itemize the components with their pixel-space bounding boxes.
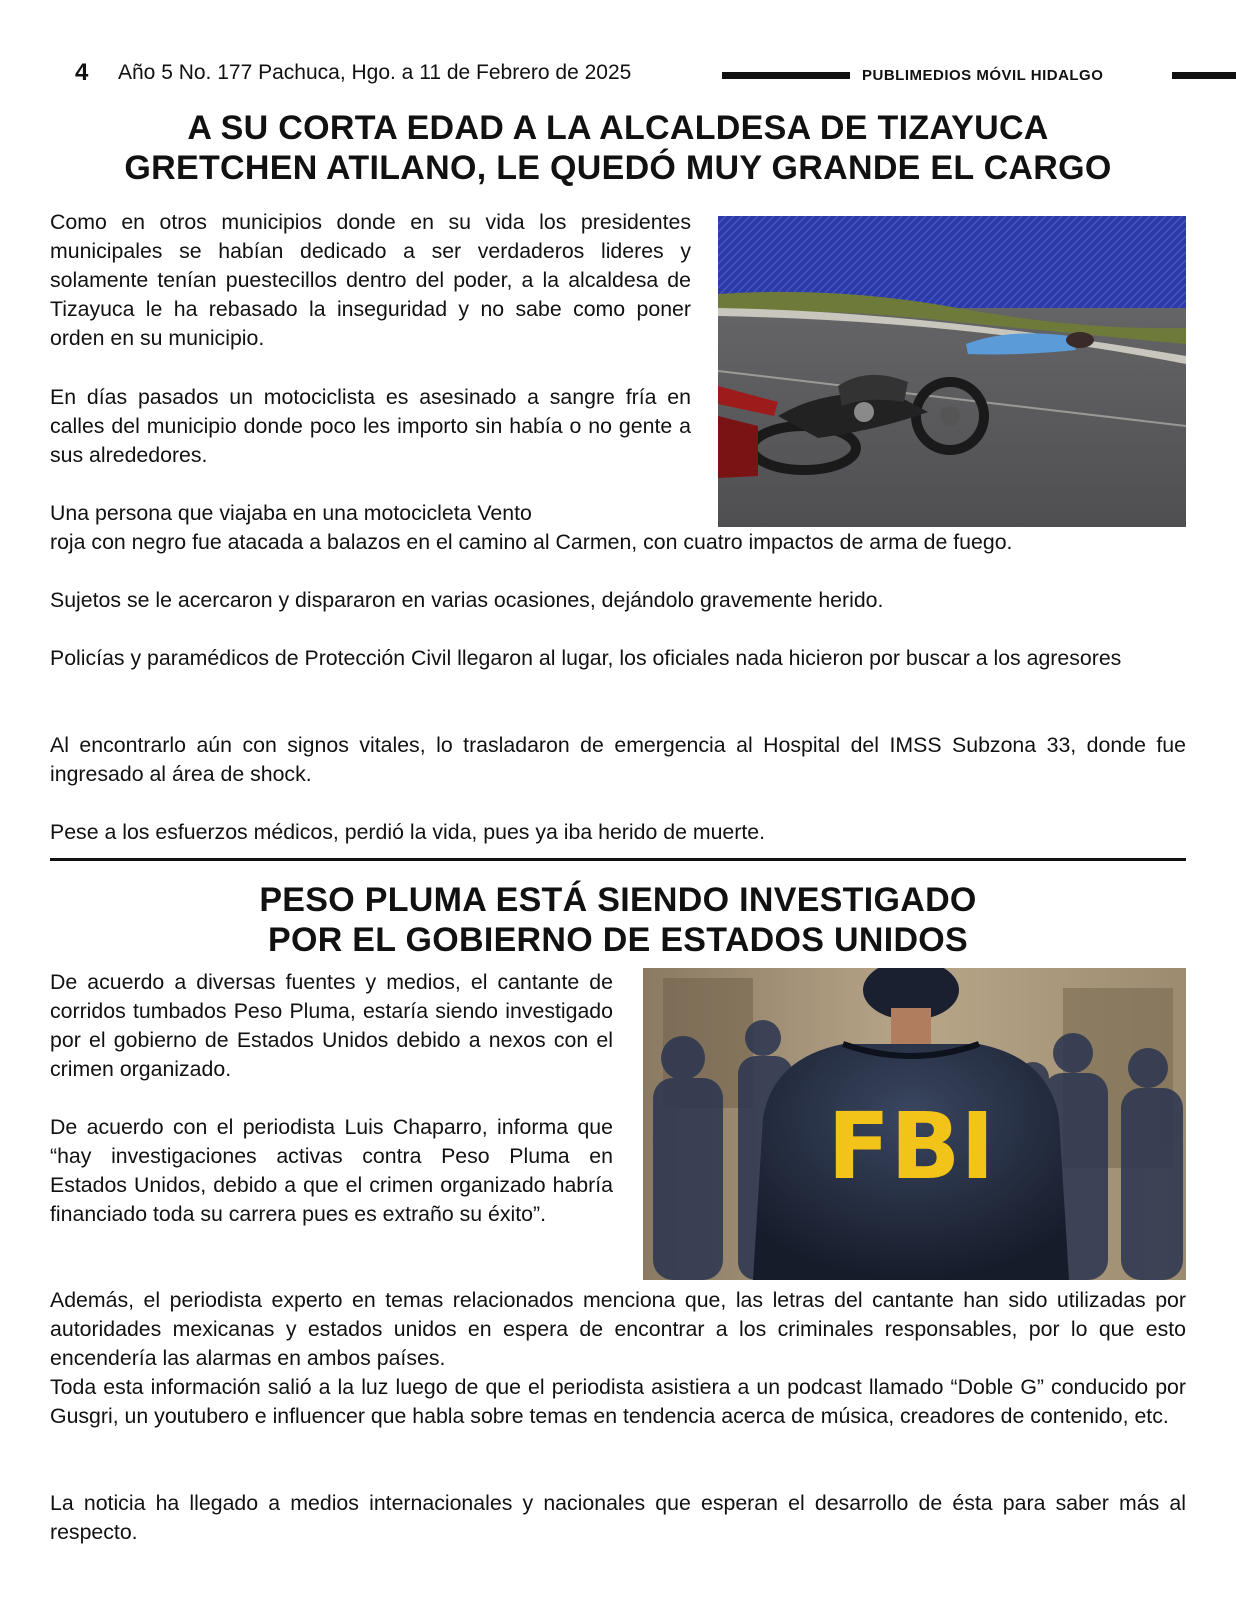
article2-paragraph-3: Además, el periodista experto en temas relacionados menciona que, las letras del cantante han sido utilizadas por autoridades mexicanas y estados unidos en espera de encontrar a los criminales responsables, por lo que esto encendería las alarmas en ambos países. xyxy=(50,1288,1186,1370)
article1-headline-line2: GRETCHEN ATILANO, LE QUEDÓ MUY GRANDE EL CARGO xyxy=(124,149,1112,187)
article1-paragraph-5: Policías y paramédicos de Protección Civil llegaron al lugar, los oficiales nada hicieron por buscar a los agresores xyxy=(50,646,1122,670)
article1-paragraph-7: Pese a los esfuerzos médicos, perdió la vida, pues ya iba herido de muerte. xyxy=(50,820,766,844)
article1-paragraph-6: Al encontrarlo aún con signos vitales, lo trasladaron de emergencia al Hospital del IMSS Subzona 33, donde fue ingresado al área de shock. xyxy=(50,733,1186,786)
article2-paragraph-2: De acuerdo con el periodista Luis Chaparro, informa que “hay investigaciones activas contra Peso Pluma en Estados Unidos, debido a que el crimen organizado habría financiado toda su carrera pues es extraño su éxito”. xyxy=(50,1115,613,1226)
article2-headline-line1: PESO PLUMA ESTÁ SIENDO INVESTIGADO xyxy=(259,881,977,919)
article1-paragraph-3-line1: Una persona que viajaba en una motocicleta Vento xyxy=(50,501,532,525)
page-number: 4 xyxy=(75,59,89,86)
article2-paragraph-1: De acuerdo a diversas fuentes y medios, el cantante de corridos tumbados Peso Pluma, estaría siendo investigado por el gobierno de Estados Unidos debido a nexos con el crimen organizado. xyxy=(50,970,613,1081)
article1-headline xyxy=(50,108,1186,188)
article2-paragraph-4: Toda esta información salió a la luz luego de que el periodista asistiera a un podcast llamado “Doble G” conducido por Gusgri, un youtubero e influencer que habla sobre temas en tendencia acerca de música, creadores de contenido, etc. xyxy=(50,1375,1186,1428)
publication-brand: PUBLIMEDIOS MÓVIL HIDALGO xyxy=(862,67,1104,84)
header-rule-left xyxy=(722,72,850,79)
article1-paragraph-3-line2: roja con negro fue atacada a balazos en el camino al Carmen, con cuatro impactos de arma de fuego. xyxy=(50,530,1013,554)
fbi-lettering: FBI xyxy=(827,1093,995,1200)
article2-paragraph-5: La noticia ha llegado a medios internacionales y nacionales que esperan el desarrollo de ésta para saber más al respecto. xyxy=(50,1491,1186,1544)
header-rule-right xyxy=(1172,72,1236,79)
article1-paragraph-4: Sujetos se le acercaron y dispararon en varias ocasiones, dejándolo gravemente herido. xyxy=(50,588,884,612)
article2-headline xyxy=(50,880,1186,960)
section-divider xyxy=(50,858,1186,861)
article1-paragraph-2: En días pasados un motociclista es asesinado a sangre fría en calles del municipio donde poco les importo sin había o no gente a sus alrededores. xyxy=(50,385,691,467)
article1-paragraph-1: Como en otros municipios donde en su vida los presidentes municipales se habían dedicado a ser verdaderos lideres y solamente tenían puestecillos dentro del poder, a la alcaldesa de Tizayuca le ha rebasado la inseguridad y no sabe como poner orden en su municipio. xyxy=(50,210,691,350)
issue-info: Año 5 No. 177 Pachuca, Hgo. a 11 de Febrero de 2025 xyxy=(118,61,632,84)
article2-headline-line2: POR EL GOBIERNO DE ESTADOS UNIDOS xyxy=(267,921,969,959)
page-header xyxy=(0,56,1236,92)
article1-headline-line1: A SU CORTA EDAD A LA ALCALDESA DE TIZAYUCA xyxy=(187,109,1049,147)
crime-scene-photo xyxy=(718,216,1186,527)
fbi-agent-photo xyxy=(643,968,1186,1280)
